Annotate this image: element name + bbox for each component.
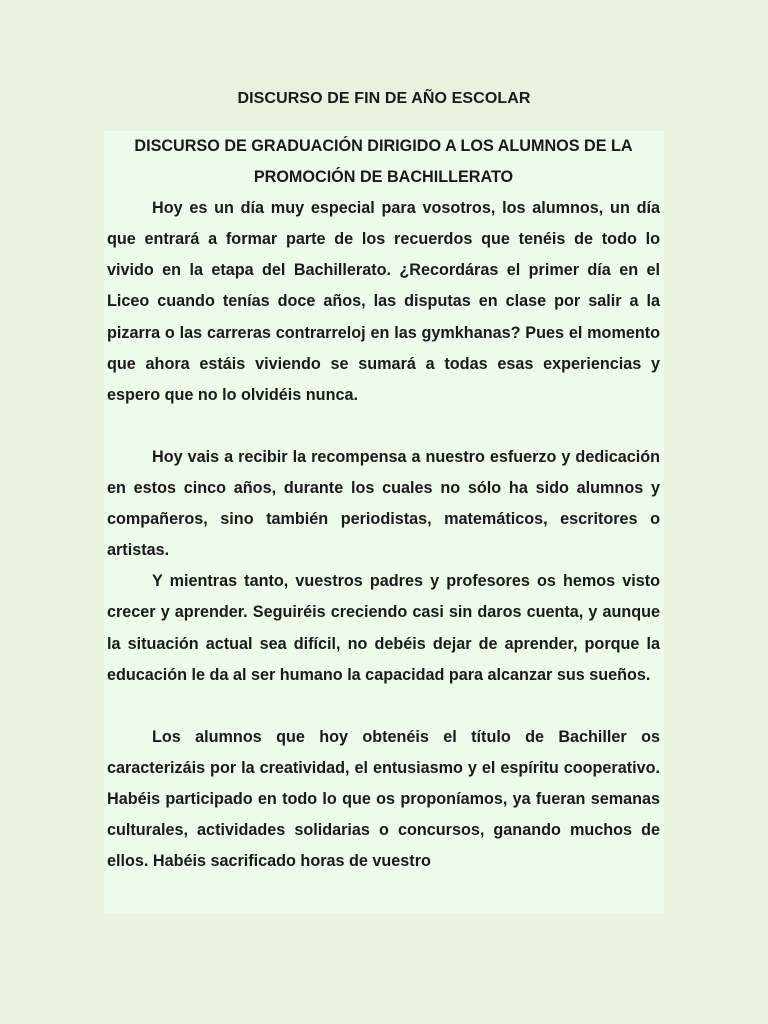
document-text-panel [104,131,664,914]
document-body [107,131,660,877]
paragraph-1: Hoy es un día muy especial para vosotros, los alumnos, un día que entrará a formar parte de los recuerdos que tenéis de todo lo vivido en la etapa del Bachillerato. ¿Recordáras el primer día en el Liceo cuando tenías doce años, las disputas en clase por salir a la pizarra o las carreras contrarreloj en las gymkhanas? Pues el momento que ahora estáis viviendo se sumará a todas esas experiencias y espero que no lo olvidéis nunca. [107,199,660,404]
paragraph-spacer [107,691,660,722]
paragraph-4: Los alumnos que hoy obtenéis el título de Bachiller os caracterizáis por la creatividad, el entusiasmo y el espíritu cooperativo. Habéis participado en todo lo que os proponíamos, ya fueran semanas culturales, actividades solidarias o concursos, ganando muchos de ellos. Habéis sacrificado horas de vuestro [107,727,660,871]
paragraph-3: Y mientras tanto, vuestros padres y profesores os hemos visto crecer y aprender. Seguiréis creciendo casi sin daros cuenta, y aunque la situación actual sea difícil, no debéis dejar de aprender, porque la educación le da al ser humano la capacidad para alcanzar sus sueños. [107,572,660,684]
paragraph-spacer [107,411,660,442]
document-subtitle: DISCURSO DE GRADUACIÓN DIRIGIDO A LOS ALUMNOS DE LA PROMOCIÓN DE BACHILLERATO [134,137,633,187]
paragraph-2: Hoy vais a recibir la recompensa a nuestro esfuerzo y dedicación en estos cinco años, durante los cuales no sólo ha sido alumnos y compañeros, sino también periodistas, matemáticos, escritores o artistas. [107,447,660,560]
document-title: DISCURSO DE FIN DE AÑO ESCOLAR [237,90,531,107]
